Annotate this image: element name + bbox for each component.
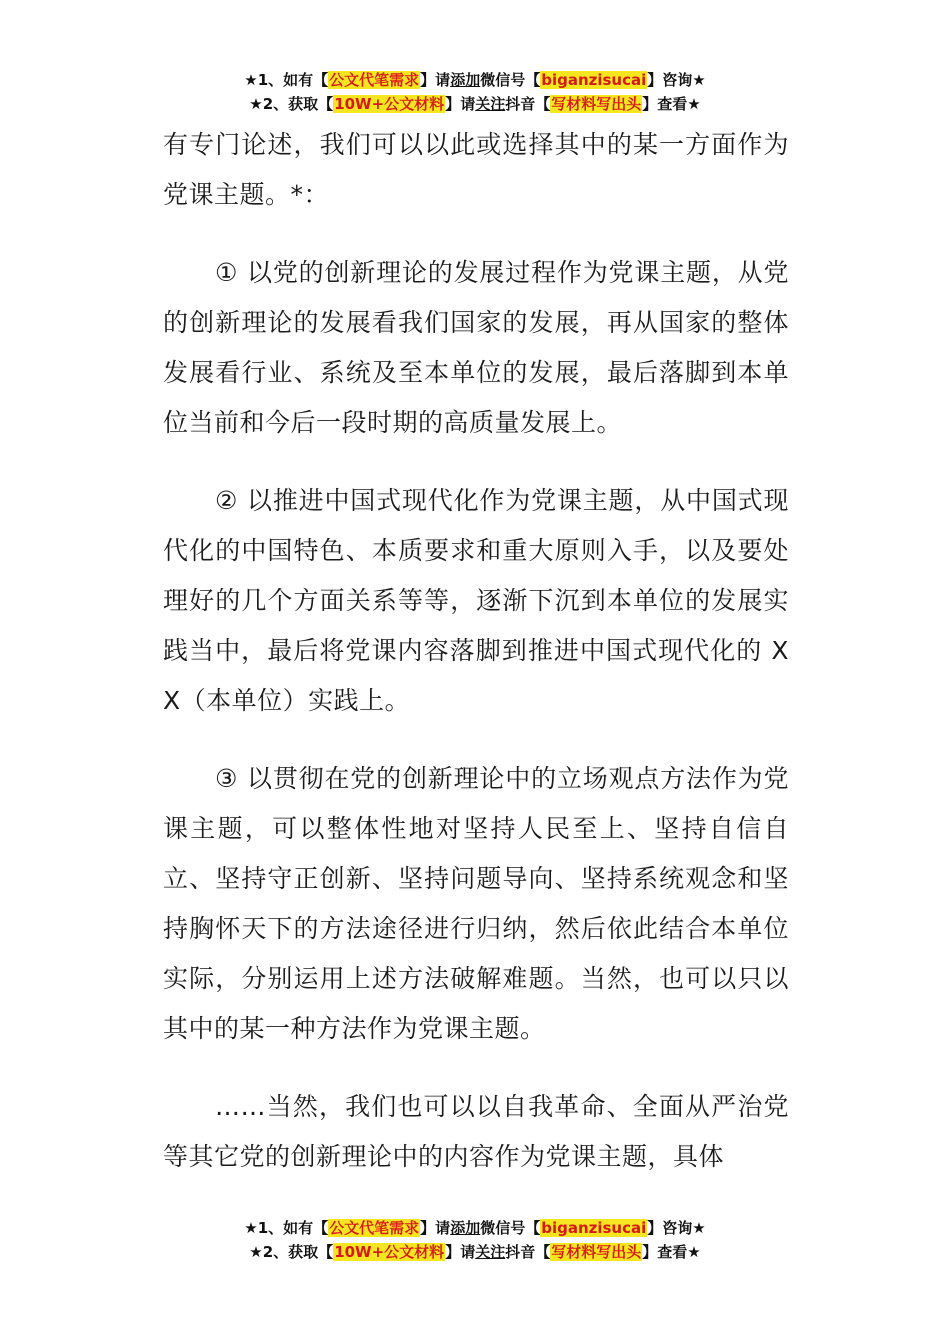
paragraph-item-3: ③ 以贯彻在党的创新理论中的立场观点方法作为党课主题，可以整体性地对坚持人民至上、坚持自信自立、坚持守正创新、坚持问题导向、坚持系统观念和坚持胸怀天下的方法途径进行归纳，然后依此结合本单位实际，分别运用上述方法破解难题。当然，也可以只以其中的某一种方法作为党课主题。 [163, 764, 789, 1043]
banner-text: 】查看★ [642, 1243, 701, 1261]
banner-text: 微信号【 [480, 1219, 541, 1237]
highlight-materials: 10W+公文材料 [334, 95, 445, 113]
banner-text: 】查看★ [642, 95, 701, 113]
banner-text: 】咨询★ [647, 71, 706, 89]
paragraph-item-2: ② 以推进中国式现代化作为党课主题，从中国式现代化的中国特色、本质要求和重大原则入手，以及要处理好的几个方面关系等等，逐渐下沉到本单位的发展实践当中，最后将党课内容落脚到推进中国式现代化的 XX（本单位）实践上。 [163, 486, 789, 715]
banner-line-2 [0, 1240, 950, 1264]
highlight-wechat-id: biganzisucai [541, 1219, 647, 1237]
highlight-service: 公文代笔需求 [329, 71, 420, 89]
highlight-materials: 10W+公文材料 [334, 1243, 445, 1261]
highlight-douyin-id: 写材料写出头 [551, 1243, 642, 1261]
banner-text: 微信号【 [480, 71, 541, 89]
banner-line-1 [0, 1216, 950, 1240]
paragraph-item-1: ① 以党的创新理论的发展过程作为党课主题，从党的创新理论的发展看我们国家的发展，再从国家的整体发展看行业、系统及至本单位的发展，最后落脚到本单位当前和今后一段时期的高质量发展上。 [163, 258, 789, 437]
paragraph-continuation: 有专门论述，我们可以以此或选择其中的某一方面作为党课主题。*： [163, 130, 789, 209]
underlined-text: 关注 [475, 1243, 506, 1261]
banner-text: 】请 [420, 1219, 451, 1237]
paragraph-ellipsis: ……当然，我们也可以以自我革命、全面从严治党等其它党的创新理论中的内容作为党课主题，具体 [163, 1092, 789, 1171]
banner-text: 抖音【 [505, 95, 551, 113]
banner-line-1 [0, 68, 950, 92]
banner-line-2 [0, 92, 950, 116]
underlined-text: 添加 [450, 1219, 481, 1237]
banner-text: 】请 [445, 95, 476, 113]
highlight-wechat-id: biganzisucai [541, 71, 647, 89]
banner-text: ★1、如有【 [244, 1219, 329, 1237]
highlight-douyin-id: 写材料写出头 [551, 95, 642, 113]
banner-text: 】咨询★ [647, 1219, 706, 1237]
banner-text: 抖音【 [505, 1243, 551, 1261]
highlight-service: 公文代笔需求 [329, 1219, 420, 1237]
underlined-text: 添加 [450, 71, 481, 89]
header-banner [0, 68, 950, 116]
banner-text: ★2、获取【 [249, 95, 334, 113]
document-body [163, 120, 789, 1210]
banner-text: ★2、获取【 [249, 1243, 334, 1261]
banner-text: 】请 [445, 1243, 476, 1261]
underlined-text: 关注 [475, 95, 506, 113]
banner-text: ★1、如有【 [244, 71, 329, 89]
footer-banner [0, 1216, 950, 1264]
banner-text: 】请 [420, 71, 451, 89]
